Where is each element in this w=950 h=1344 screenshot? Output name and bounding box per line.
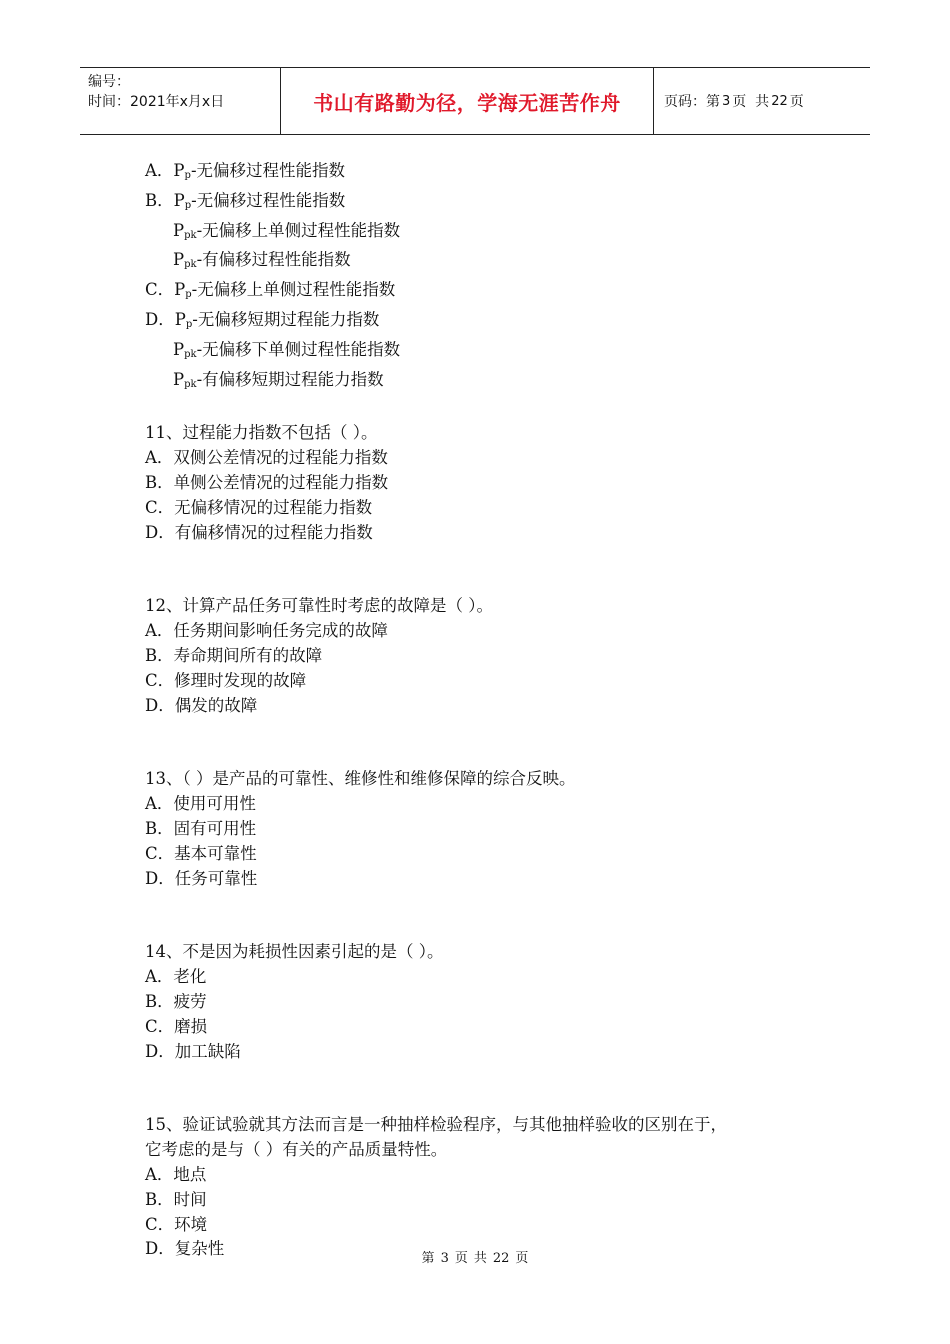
previous-question-options [145, 159, 845, 397]
answer-option: B．寿命期间所有的故障 [145, 645, 323, 665]
option-line [145, 368, 845, 398]
option-text: -无偏移短期过程能力指数 [192, 309, 380, 329]
page-header [80, 67, 870, 135]
option-line [145, 159, 845, 189]
answer-option: B．单侧公差情况的过程能力指数 [145, 472, 389, 492]
option-text: -无偏移下单侧过程性能指数 [196, 339, 401, 359]
answer-option: A．老化 [145, 967, 207, 987]
option-subscript: pk [184, 259, 197, 271]
option-line [145, 338, 845, 368]
question-block [145, 940, 845, 1064]
answer-option: B．时间 [145, 1189, 207, 1209]
option-line [145, 308, 845, 338]
page-mid: 页 共 [732, 94, 770, 110]
answer-option: A．地点 [145, 1164, 207, 1184]
header-motto: 书山有路勤为径，学海无涯苦作舟 [281, 68, 654, 134]
option-subscript: p [184, 170, 191, 181]
answer-option: D．有偏移情况的过程能力指数 [145, 522, 373, 542]
header-meta [80, 68, 281, 134]
option-prefix: P [173, 250, 185, 270]
option-prefix: P [173, 369, 185, 389]
page-footer [0, 1247, 950, 1266]
answer-option: D．加工缺陷 [145, 1041, 241, 1061]
option-subscript: pk [184, 378, 197, 390]
option-subscript: pk [184, 229, 197, 241]
option-subscript: p [185, 289, 192, 301]
answer-option: D．任务可靠性 [145, 868, 258, 888]
question-stem: 12、计算产品任务可靠性时考虑的故障是（ ）。 [145, 596, 493, 616]
option-subscript: pk [184, 348, 197, 360]
footer-b: 页 [454, 1251, 468, 1266]
option-prefix: C．P [145, 280, 186, 300]
answer-option: C．基本可靠性 [145, 843, 257, 863]
answer-option: C．无偏移情况的过程能力指数 [145, 497, 373, 517]
page-prefix: 页码：第 [664, 94, 720, 110]
option-subscript: p [184, 199, 192, 211]
answer-option: C．修理时发现的故障 [145, 670, 307, 690]
option-line [145, 248, 845, 278]
option-prefix: P [173, 339, 185, 359]
header-page-info [654, 68, 870, 134]
option-prefix: D．P [145, 309, 186, 329]
footer-c: 共 [473, 1251, 487, 1266]
number-label: 编号： [88, 74, 130, 90]
option-text: -有偏移短期过程能力指数 [196, 369, 384, 389]
option-text: -有偏移过程性能指数 [196, 250, 351, 270]
option-line [145, 278, 845, 308]
option-prefix: A．P [145, 161, 185, 180]
option-prefix: B．P [145, 190, 185, 210]
question-stem: 11、过程能力指数不包括（ ）。 [145, 423, 378, 443]
footer-page: 3 [440, 1251, 449, 1266]
question-block [145, 594, 845, 718]
answer-option: C．环境 [145, 1214, 208, 1234]
answer-option: B．疲劳 [145, 991, 207, 1011]
question-block [145, 767, 845, 891]
footer-total: 22 [492, 1251, 510, 1266]
question-stem: 13、（ ）是产品的可靠性、维修性和维修保障的综合反映。 [145, 769, 576, 789]
answer-option: A．使用可用性 [145, 794, 256, 814]
option-text: -无偏移上单侧过程性能指数 [196, 220, 401, 240]
question-stem: 14、不是因为耗损性因素引起的是（ ）。 [145, 942, 444, 962]
page-total: 22 [771, 93, 788, 109]
answer-option: D．复杂性 [145, 1239, 225, 1259]
footer-a: 第 [421, 1251, 435, 1266]
question-block [145, 421, 845, 545]
option-text: -无偏移过程性能指数 [190, 161, 346, 180]
answer-option: A．任务期间影响任务完成的故障 [145, 621, 388, 641]
date-label: 时间：2021年x月x日 [88, 94, 225, 110]
answer-option: C．磨损 [145, 1016, 208, 1036]
option-subscript: p [185, 318, 193, 330]
question-stem: 15、验证试验就其方法而言是一种抽样检验程序，与其他抽样验收的区别在于， [145, 1115, 727, 1135]
option-text: -无偏移上单侧过程性能指数 [191, 280, 396, 300]
question-list [145, 159, 845, 1262]
option-line [145, 219, 845, 249]
answer-option: D．偶发的故障 [145, 695, 258, 715]
page-suffix: 页 [789, 94, 804, 110]
page-number: 3 [722, 93, 731, 109]
option-text: -无偏移过程性能指数 [191, 190, 346, 210]
option-prefix: P [173, 220, 185, 240]
answer-option: A．双侧公差情况的过程能力指数 [145, 448, 388, 468]
question-stem-continued: 它考虑的是与（ ）有关的产品质量特性。 [145, 1140, 448, 1160]
questions [145, 421, 845, 1262]
answer-option: B．固有可用性 [145, 818, 257, 838]
option-line [145, 189, 845, 219]
footer-d: 页 [515, 1251, 529, 1266]
question-block [145, 1113, 845, 1262]
